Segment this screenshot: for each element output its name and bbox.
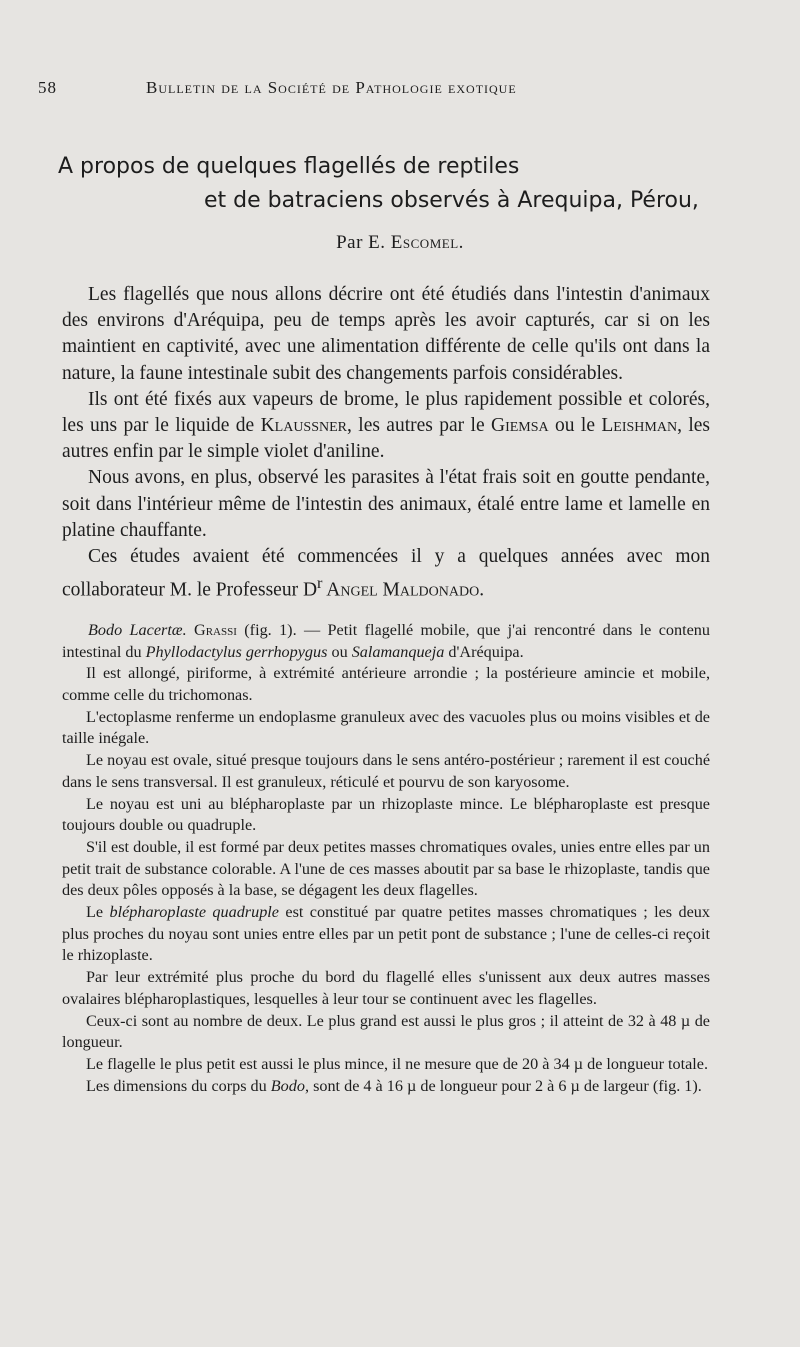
p4-part-a: Ces études avaient été commencées il y a quelques années avec mon collaborateur M. le Professeur D bbox=[62, 546, 710, 601]
bodo-paragraph-6: S'il est double, il est formé par deux petites masses chromatiques ovales, unies entre elles par un petit trait de substance colorable. A l'une de ces masses aboutit par sa base le rhizoplaste, tandis que des deux pôles opposés à la base, se dégagent les deux flagelles. bbox=[62, 837, 710, 900]
p2-part-b: , les autres par le bbox=[347, 415, 491, 437]
article-body bbox=[62, 282, 710, 1097]
p11-part-b: , sont de 4 à 16 µ de longueur pour 2 à 6 µ de largeur (fig. 1). bbox=[304, 1076, 702, 1095]
bodo-paragraph-10: Le flagelle le plus petit est aussi le plus mince, il ne mesure que de 20 à 34 µ de longueur totale. bbox=[86, 1055, 709, 1073]
introduction bbox=[62, 282, 710, 604]
bodo-paragraph-1 bbox=[62, 620, 710, 663]
blepharoplaste-term: blépharoplaste quadruple bbox=[109, 903, 279, 922]
bodo-section bbox=[62, 620, 710, 1097]
bodo-intro-c: d'Aréquipa. bbox=[444, 642, 524, 661]
running-title: Bulletin de la Société de Pathologie exotique bbox=[146, 78, 517, 97]
leishman-name: Leishman bbox=[601, 415, 678, 437]
p2-part-a: Ils ont été fixés aux vapeurs de brome, le plus rapidement possible et colorés, les uns par le liquide de bbox=[62, 388, 710, 437]
page-number: 58 bbox=[38, 78, 57, 97]
byline bbox=[0, 232, 800, 254]
intro-paragraph-4 bbox=[62, 544, 710, 604]
bodo-paragraph-5: Le noyau est uni au blépharoplaste par un rhizoplaste mince. Le blépharoplaste est presque toujours double ou quadruple. bbox=[62, 794, 710, 835]
p7-part-b: est constitué par quatre petites masses chromatiques ; les deux plus proches du noyau sont unies entre elles par un petit pont de substance ; l'une de celles-ci reçoit le rhizoplaste. bbox=[62, 903, 710, 965]
maldonado-name: Angel Maldonado. bbox=[322, 579, 485, 601]
bodo-genus: Bodo bbox=[270, 1076, 305, 1095]
intro-paragraph-2 bbox=[62, 387, 710, 466]
grassi-name: Grassi bbox=[186, 620, 237, 639]
bodo-intro-a: (fig. 1). — Petit flagellé mobile, que j'ai rencontré dans le contenu intestinal du bbox=[62, 620, 710, 661]
bodo-paragraph-2: Il est allongé, piriforme, à extrémité antérieure arrondie ; la postérieure amincie et mobile, comme celle du trichomonas. bbox=[62, 664, 710, 705]
title-line-1: A propos de quelques flagellés de reptiles bbox=[58, 154, 520, 179]
author-name: Escomel. bbox=[390, 232, 464, 253]
title-line-2: et de batraciens observés à Arequipa, Pérou, bbox=[204, 188, 699, 213]
host-species-1: Phyllodactylus gerrhopygus bbox=[145, 642, 328, 661]
p7-part-a: Le bbox=[86, 903, 110, 922]
p11-part-a: Les dimensions du corps du bbox=[86, 1076, 271, 1095]
doctor-superscript: r bbox=[317, 574, 323, 593]
klaussner-name: Klaussner bbox=[260, 415, 348, 437]
bodo-paragraph-9: Ceux-ci sont au nombre de deux. Le plus grand est aussi le plus gros ; il atteint de 32 à 48 µ de longueur. bbox=[62, 1011, 710, 1052]
p2-part-d: , les autres enfin par le simple violet d'aniline. bbox=[62, 415, 710, 463]
bodo-paragraph-11 bbox=[62, 1076, 710, 1098]
giemsa-name: Giemsa bbox=[491, 415, 549, 437]
bodo-paragraph-8: Par leur extrémité plus proche du bord du flagellé elles s'unissent aux deux autres masses ovalaires blépharoplastiques, lesquelles à leur tour se continuent avec les flagelles. bbox=[62, 968, 710, 1008]
intro-paragraph-3: Nous avons, en plus, observé les parasites à l'état frais soit en goutte pendante, soit dans l'intérieur même de l'intestin des animaux, étalé entre lame et lamelle en platine chauffante. bbox=[62, 467, 710, 541]
host-species-2: Salamanqueja bbox=[351, 642, 445, 661]
bodo-paragraph-7 bbox=[62, 902, 710, 967]
bodo-intro-b: ou bbox=[327, 642, 352, 661]
species-name: Bodo Lacertæ. bbox=[88, 620, 187, 639]
p2-part-c: ou le bbox=[548, 415, 602, 437]
article-title bbox=[58, 150, 718, 218]
intro-paragraph-1: Les flagellés que nous allons décrire ont été étudiés dans l'intestin d'animaux des environs d'Aréquipa, peu de temps après les avoir capturés, car si on les maintient en captivité, avec une alimentation différente de celle qu'ils ont dans la nature, la faune intestinale subit des changements parfois considérables. bbox=[62, 284, 710, 384]
byline-prefix: Par E. bbox=[336, 232, 391, 253]
bodo-paragraph-4: Le noyau est ovale, situé presque toujours dans le sens antéro-postérieur ; rarement il est couché dans le sens transversal. Il est granuleux, réticulé et pourvu de son karyosome. bbox=[62, 751, 710, 791]
bodo-paragraph-3: L'ectoplasme renferme un endoplasme granuleux avec des vacuoles plus ou moins visibles et de taille inégale. bbox=[62, 707, 710, 748]
